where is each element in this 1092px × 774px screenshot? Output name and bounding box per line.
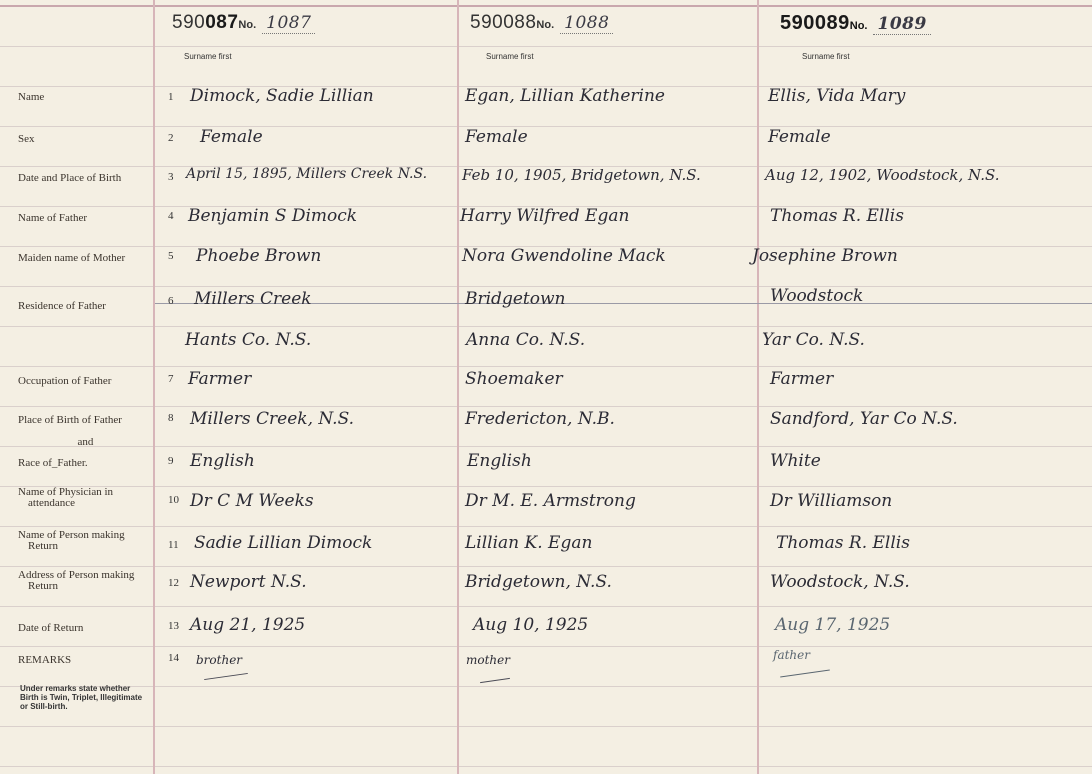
label-father: Name of Father: [18, 212, 88, 224]
no-label: No.: [238, 19, 257, 31]
label-mother: Maiden name of Mother: [18, 252, 126, 264]
entry-date-return: Aug 10, 1925: [473, 615, 589, 635]
label-residence: Residence of Father: [18, 300, 106, 312]
entry-sex: Female: [768, 127, 831, 147]
remarks-underline: [780, 670, 830, 678]
row-number: 8: [168, 412, 174, 424]
entry-occupation: Farmer: [188, 369, 252, 389]
column-rule-1: [457, 0, 459, 774]
entry-pob-father: Sandford, Yar Co N.S.: [770, 409, 958, 429]
entry-mother: Josephine Brown: [752, 246, 898, 266]
row-number: 3: [168, 171, 174, 183]
entry-person: Lillian K. Egan: [465, 533, 593, 553]
entry-name: Ellis, Vida Mary: [768, 86, 906, 106]
entry-birth: Aug 12, 1902, Woodstock, N.S.: [765, 166, 1000, 184]
row-number: 6: [168, 295, 174, 307]
handwritten-number: 1087: [262, 13, 315, 34]
row-number: 1: [168, 91, 174, 103]
column-rule-labels: [153, 0, 155, 774]
registration-number-1087: [172, 12, 315, 34]
entry-residence-county: Anna Co. N.S.: [466, 330, 586, 350]
entry-mother: Phoebe Brown: [196, 246, 322, 266]
entry-occupation: Shoemaker: [465, 369, 563, 389]
surname-first-note: Surname first: [486, 52, 534, 61]
entry-address: Bridgetown, N.S.: [465, 572, 612, 592]
registration-number-1088: [470, 12, 613, 34]
entry-remarks: father: [773, 648, 810, 662]
label-race: Race of_Father.: [18, 457, 88, 469]
entry-race: White: [770, 451, 821, 471]
top-rule: [0, 5, 1092, 7]
entry-remarks: brother: [196, 653, 243, 667]
remarks-underline: [480, 678, 510, 683]
remarks-underline: [204, 673, 248, 680]
surname-first-note: Surname first: [184, 52, 232, 61]
entry-person: Sadie Lillian Dimock: [194, 533, 373, 553]
entry-name: Egan, Lillian Katherine: [465, 86, 665, 106]
no-label: No.: [849, 20, 868, 32]
entry-birth: April 15, 1895, Millers Creek N.S.: [186, 166, 428, 182]
label-occupation: Occupation of Father: [18, 375, 112, 387]
stamp-number: 590089: [780, 12, 850, 34]
entry-residence: Millers Creek: [194, 289, 312, 309]
label-date-return: Date of Return: [18, 622, 84, 634]
entry-physician: Dr M. E. Armstrong: [465, 491, 636, 511]
surname-first-note: Surname first: [802, 52, 850, 61]
row-number: 14: [168, 652, 179, 664]
entry-date-return: Aug 17, 1925: [775, 615, 891, 635]
row-number: 10: [168, 494, 179, 506]
stamp-prefix: 590088: [470, 12, 537, 33]
entry-residence: Bridgetown: [465, 289, 566, 309]
label-birth: Date and Place of Birth: [18, 172, 122, 184]
row-number: 11: [168, 539, 179, 551]
remarks-instruction: Under remarks state whether Birth is Twin, Triplet, Illegitimate or Still-birth.: [20, 684, 143, 711]
stamp-prefix: 590: [172, 12, 206, 33]
label-physician-1: Name of Physician in: [18, 486, 114, 498]
entry-pob-father: Fredericton, N.B.: [465, 409, 615, 429]
row-number: 4: [168, 210, 174, 222]
column-rule-2: [757, 0, 759, 774]
entry-person: Thomas R. Ellis: [776, 533, 910, 553]
entry-residence-county: Yar Co. N.S.: [762, 330, 865, 350]
label-physician-2: attendance: [28, 497, 76, 509]
entry-address: Newport N.S.: [190, 572, 307, 592]
entry-residence-county: Hants Co. N.S.: [185, 330, 312, 350]
label-pob-father: Place of Birth of Father: [18, 414, 122, 426]
label-person-2: Return: [28, 540, 58, 552]
row-number: 5: [168, 250, 174, 262]
entry-birth: Feb 10, 1905, Bridgetown, N.S.: [462, 166, 701, 184]
label-and: and: [77, 436, 94, 448]
entry-father: Harry Wilfred Egan: [460, 206, 630, 226]
entry-race: English: [190, 451, 255, 471]
entry-father: Benjamin S Dimock: [188, 206, 358, 226]
stamp-number: 087: [205, 12, 239, 33]
registration-number-1089: [780, 12, 931, 35]
entry-mother: Nora Gwendoline Mack: [462, 246, 666, 266]
entry-name: Dimock, Sadie Lillian: [190, 86, 374, 106]
label-address-2: Return: [28, 580, 58, 592]
row-number: 9: [168, 455, 174, 467]
label-address-1: Address of Person making: [18, 569, 135, 581]
label-remarks: REMARKS: [18, 654, 72, 666]
label-sex: Sex: [18, 133, 35, 145]
label-name: Name: [18, 91, 45, 103]
handwritten-number: 1089: [873, 14, 930, 35]
entry-occupation: Farmer: [770, 369, 834, 389]
entry-physician: Dr C M Weeks: [190, 491, 314, 511]
no-label: No.: [536, 19, 555, 31]
entry-date-return: Aug 21, 1925: [190, 615, 306, 635]
entry-physician: Dr Williamson: [770, 491, 893, 511]
handwritten-number: 1088: [560, 13, 613, 34]
entry-race: English: [467, 451, 532, 471]
row-number: 2: [168, 132, 174, 144]
row-number: 13: [168, 620, 179, 632]
row-number: 7: [168, 373, 174, 385]
entry-residence: Woodstock: [770, 286, 864, 306]
row-number: 12: [168, 577, 179, 589]
entry-remarks: mother: [466, 653, 510, 667]
entry-address: Woodstock, N.S.: [770, 572, 910, 592]
entry-sex: Female: [200, 127, 263, 147]
label-person-1: Name of Person making: [18, 529, 125, 541]
entry-pob-father: Millers Creek, N.S.: [190, 409, 355, 429]
entry-father: Thomas R. Ellis: [770, 206, 904, 226]
entry-sex: Female: [465, 127, 528, 147]
